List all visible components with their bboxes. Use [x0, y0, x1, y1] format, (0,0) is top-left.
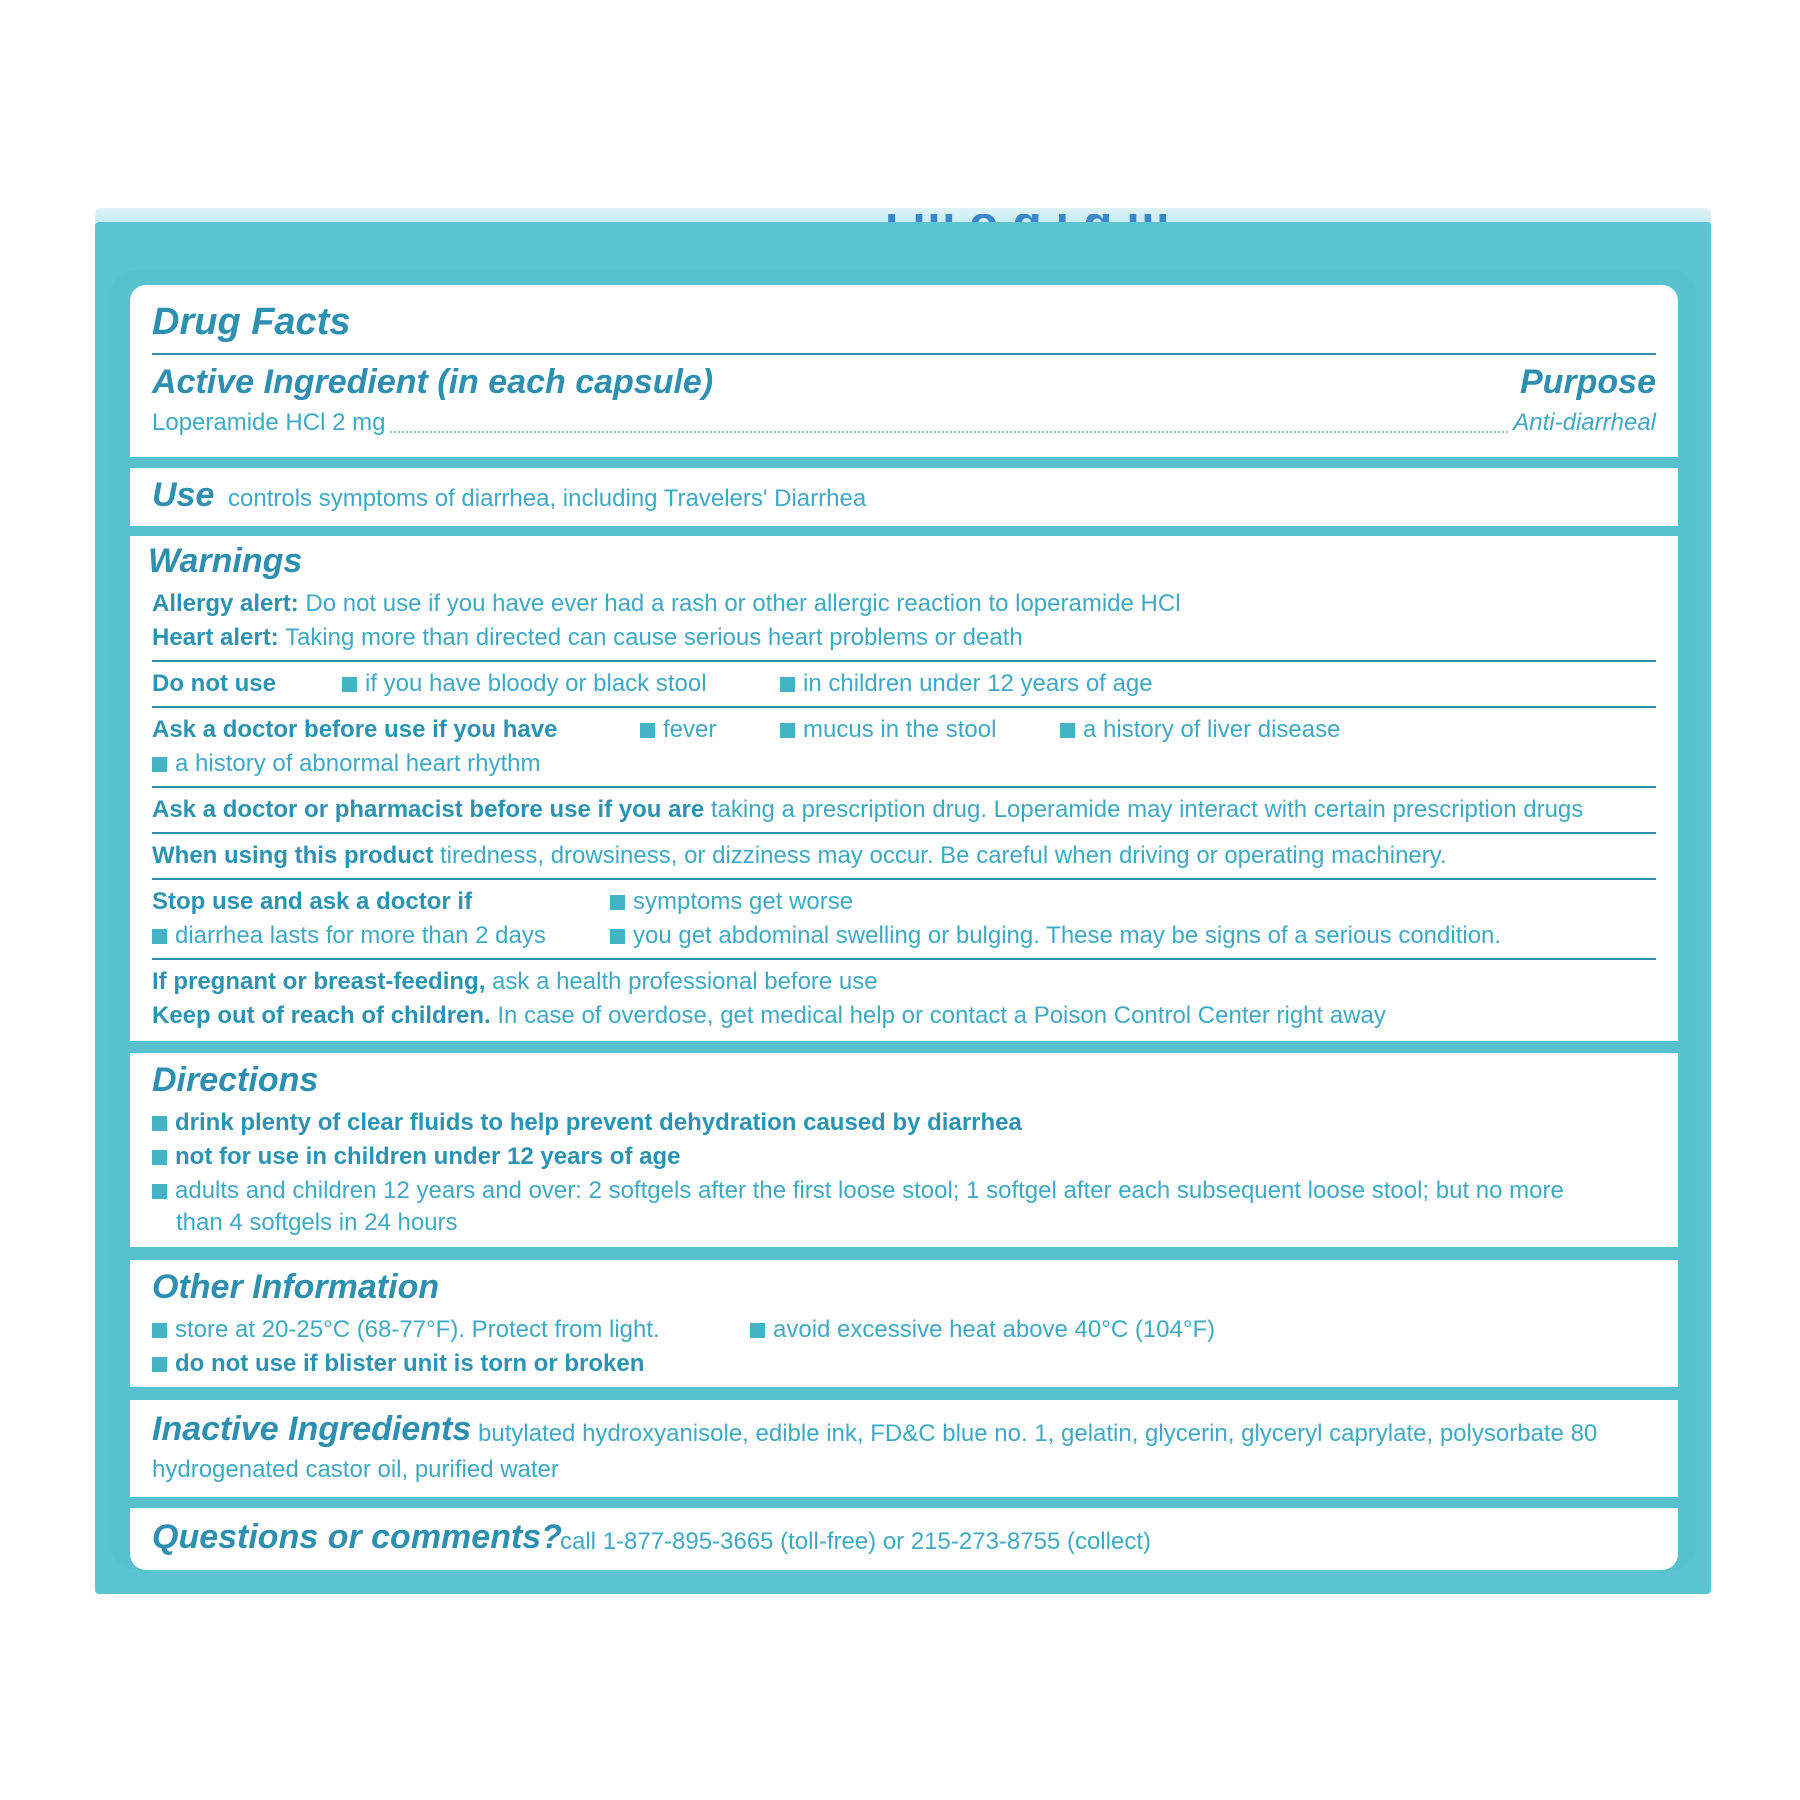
divider	[152, 832, 1656, 834]
divider	[152, 786, 1656, 788]
section-use	[130, 468, 1678, 526]
bullet-icon	[780, 723, 795, 738]
ask-doctor-label: Ask a doctor before use if you have	[152, 716, 558, 743]
section-other-information	[130, 1260, 1678, 1387]
pregnant-text: ask a health professional before use	[492, 968, 878, 995]
bullet-icon	[610, 929, 625, 944]
ask-pharmacist-label: Ask a doctor or pharmacist before use if you are	[152, 796, 705, 823]
other-information-heading: Other Information	[152, 1268, 440, 1306]
section-questions	[130, 1508, 1678, 1570]
heart-alert-text: Taking more than directed can cause serious heart problems or death	[284, 624, 1023, 651]
other-info-item: store at 20-25°C (68-77°F). Protect from light.	[152, 1316, 660, 1344]
pregnant-warning	[152, 968, 878, 996]
when-using	[152, 842, 1447, 870]
bullet-icon	[152, 1184, 167, 1199]
stop-use-item: you get abdominal swelling or bulging. These may be signs of a serious condition.	[610, 922, 1501, 950]
do-not-use-item: if you have bloody or black stool	[342, 670, 707, 698]
pregnant-label: If pregnant or breast-feeding,	[152, 968, 486, 995]
bullet-icon	[750, 1323, 765, 1338]
divider	[152, 660, 1656, 662]
inactive-ingredients-text: butylated hydroxyanisole, edible ink, FD&C blue no. 1, gelatin, glycerin, glyceryl caprylate, polysorbate 80	[478, 1420, 1598, 1447]
do-not-use-item: in children under 12 years of age	[780, 670, 1153, 698]
divider	[152, 878, 1656, 880]
inactive-ingredients-text-continued: hydrogenated castor oil, purified water	[152, 1456, 559, 1483]
bullet-icon	[152, 1150, 167, 1165]
purpose-heading: Purpose	[1519, 363, 1656, 401]
bullet-icon	[152, 757, 167, 772]
ask-doctor-item: mucus in the stool	[780, 716, 996, 744]
leader-dots	[390, 431, 1508, 433]
bullet-icon	[1060, 723, 1075, 738]
bullet-icon	[640, 723, 655, 738]
do-not-use-label: Do not use	[152, 670, 276, 697]
directions-item: drink plenty of clear fluids to help prevent dehydration caused by diarrhea	[152, 1109, 1022, 1137]
other-info-item: avoid excessive heat above 40°C (104°F)	[750, 1316, 1215, 1344]
bullet-icon	[152, 1116, 167, 1131]
drug-facts-title: Drug Facts	[152, 301, 351, 343]
bullet-icon	[342, 677, 357, 692]
directions-item-continued: than 4 softgels in 24 hours	[176, 1209, 458, 1236]
stop-use-label: Stop use and ask a doctor if	[152, 888, 473, 915]
directions-item: not for use in children under 12 years of age	[152, 1143, 680, 1171]
stop-use-item: symptoms get worse	[610, 888, 853, 916]
allergy-alert-text: Do not use if you have ever had a rash or other allergic reaction to loperamide HCl	[305, 590, 1181, 617]
directions-heading: Directions	[152, 1061, 319, 1099]
when-using-text: tiredness, drowsiness, or dizziness may occur. Be careful when driving or operating machinery.	[439, 842, 1447, 869]
active-ingredient-heading: Active Ingredient (in each capsule)	[152, 363, 714, 401]
other-info-item: do not use if blister unit is torn or broken	[152, 1350, 644, 1378]
keep-out-of-reach	[152, 1002, 1386, 1030]
questions-phone-text: call 1-877-895-3665 (toll-free) or 215-273-8755 (collect)	[560, 1528, 1151, 1555]
use-text: controls symptoms of diarrhea, including Travelers' Diarrhea	[228, 485, 867, 512]
inactive-ingredients-heading: Inactive Ingredients	[152, 1410, 472, 1448]
ask-pharmacist-text: taking a prescription drug. Loperamide may interact with certain prescription drugs	[710, 796, 1584, 823]
allergy-alert	[152, 590, 1181, 618]
keep-out-text: In case of overdose, get medical help or contact a Poison Control Center right away	[497, 1002, 1386, 1029]
bullet-icon	[152, 1357, 167, 1372]
heart-alert	[152, 624, 1023, 652]
divider	[152, 353, 1656, 355]
purpose-text: Anti-diarrheal	[1513, 409, 1656, 436]
section-active-ingredient	[130, 285, 1678, 457]
warnings-heading: Warnings	[148, 542, 303, 580]
questions-heading: Questions or comments?	[152, 1518, 562, 1556]
ask-doctor-item: a history of liver disease	[1060, 716, 1340, 744]
active-ingredient-name: Loperamide HCl 2 mg	[152, 409, 386, 436]
section-warnings	[130, 536, 1678, 1041]
directions-item: adults and children 12 years and over: 2 softgels after the first loose stool; 1 softgel after each subsequent loose stool; but no more	[152, 1177, 1564, 1205]
bullet-icon	[152, 1323, 167, 1338]
section-inactive-ingredients	[130, 1400, 1678, 1497]
use-heading: Use	[152, 476, 215, 514]
keep-out-label: Keep out of reach of children.	[152, 1002, 491, 1029]
divider	[152, 958, 1656, 960]
section-directions	[130, 1053, 1678, 1247]
ask-pharmacist	[152, 796, 1583, 824]
stop-use-item: diarrhea lasts for more than 2 days	[152, 922, 546, 950]
divider	[152, 706, 1656, 708]
ask-doctor-item: fever	[640, 716, 716, 744]
heart-alert-label: Heart alert:	[152, 624, 279, 651]
when-using-label: When using this product	[152, 842, 434, 869]
allergy-alert-label: Allergy alert:	[152, 590, 299, 617]
bullet-icon	[610, 895, 625, 910]
bullet-icon	[780, 677, 795, 692]
ask-doctor-item: a history of abnormal heart rhythm	[152, 750, 541, 778]
bullet-icon	[152, 929, 167, 944]
